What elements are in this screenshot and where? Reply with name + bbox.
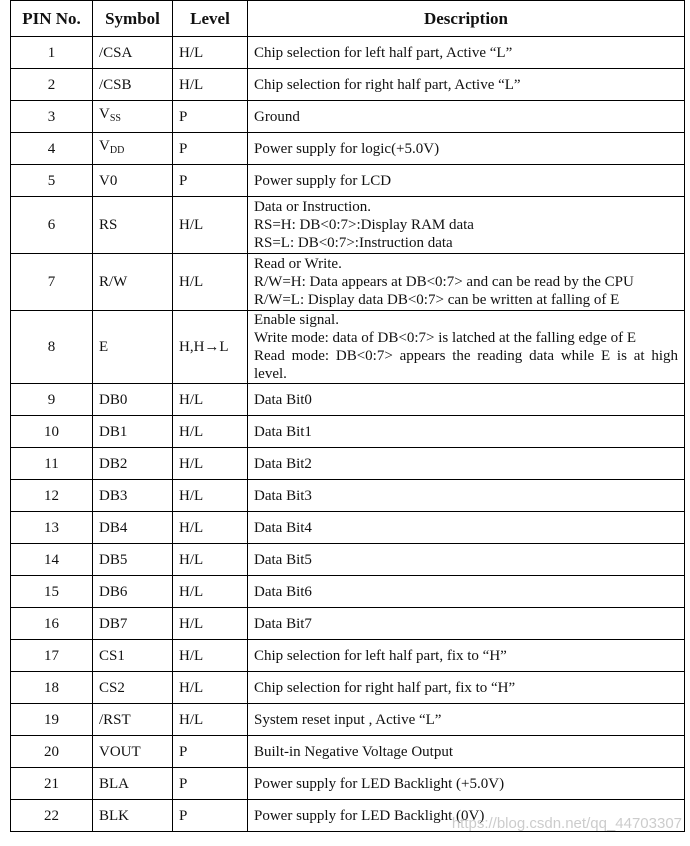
description-line: RS=H: DB<0:7>:Display RAM data: [254, 217, 474, 233]
symbol-cell: [93, 768, 173, 800]
level-cell: H/L: [173, 480, 248, 512]
description-cell: [248, 768, 685, 800]
description-cell: [248, 254, 685, 311]
description-line: Built-in Negative Voltage Output: [254, 743, 454, 760]
description-line: Data Bit0: [254, 391, 312, 408]
description-line: Data Bit3: [254, 487, 312, 504]
description-cell: [248, 640, 685, 672]
symbol-cell: [93, 165, 173, 197]
description-cell: [248, 800, 685, 832]
symbol-cell: [93, 704, 173, 736]
table-row: [11, 416, 685, 448]
level-cell: H/L: [173, 512, 248, 544]
header-level: Level: [173, 1, 248, 37]
symbol-cell: [93, 512, 173, 544]
level-cell: H/L: [173, 544, 248, 576]
pin-number-cell: 14: [11, 544, 93, 576]
table-row: [11, 480, 685, 512]
description-line: Power supply for logic(+5.0V): [254, 140, 440, 157]
table-row: [11, 37, 685, 69]
symbol-text: DB3: [99, 487, 128, 504]
pin-number-cell: 1: [11, 37, 93, 69]
table-row: [11, 165, 685, 197]
description-line: R/W=H: Data appears at DB<0:7> and can be read by the CPU: [254, 274, 634, 290]
symbol-text: R/W: [99, 274, 128, 290]
symbol-text: CS1: [99, 647, 125, 664]
description-line: Enable signal.: [254, 312, 339, 328]
level-cell: H/L: [173, 576, 248, 608]
level-cell: H/L: [173, 704, 248, 736]
table-row: [11, 311, 685, 384]
watermark: https://blog.csdn.net/qq_44703307: [451, 815, 682, 832]
description-line: Read mode: DB<0:7> appears the reading data while E is at high level.: [254, 348, 678, 382]
symbol-text: /CSB: [99, 76, 132, 93]
symbol-cell: [93, 416, 173, 448]
symbol-text: E: [99, 339, 109, 355]
pin-table: [10, 0, 685, 832]
header-symbol: Symbol: [93, 1, 173, 37]
description-line: Data Bit2: [254, 455, 312, 472]
symbol-cell: [93, 608, 173, 640]
description-cell: [248, 384, 685, 416]
symbol-text: BLK: [99, 807, 129, 824]
level-cell: P: [173, 736, 248, 768]
level-cell: H/L: [173, 254, 248, 311]
symbol-cell: [93, 37, 173, 69]
symbol-text: /CSA: [99, 44, 133, 61]
description-line: Chip selection for right half part, Active “L”: [254, 76, 521, 93]
symbol-cell: [93, 480, 173, 512]
symbol-cell: [93, 311, 173, 384]
symbol-text: V: [99, 138, 110, 154]
table-body: [11, 37, 685, 832]
table-row: [11, 800, 685, 832]
symbol-cell: [93, 254, 173, 311]
description-cell: [248, 416, 685, 448]
pin-number-cell: 6: [11, 197, 93, 254]
description-line: Data Bit7: [254, 615, 312, 632]
table-row: [11, 133, 685, 165]
description-line: Power supply for LCD: [254, 172, 392, 189]
symbol-cell: [93, 69, 173, 101]
pin-number-cell: 20: [11, 736, 93, 768]
table-row: [11, 704, 685, 736]
pin-number-cell: 3: [11, 101, 93, 133]
table-row: [11, 672, 685, 704]
symbol-text: DB5: [99, 551, 128, 568]
symbol-text: CS2: [99, 679, 125, 696]
description-cell: [248, 165, 685, 197]
header-row: [11, 1, 685, 37]
level-cell: H/L: [173, 672, 248, 704]
table-row: [11, 640, 685, 672]
pin-number-cell: 21: [11, 768, 93, 800]
description-line: R/W=L: Display data DB<0:7> can be written at falling of E: [254, 292, 620, 308]
table-row: [11, 768, 685, 800]
table-row: [11, 576, 685, 608]
description-line: Chip selection for right half part, fix to “H”: [254, 679, 516, 696]
table-row: [11, 448, 685, 480]
description-line: Power supply for LED Backlight (0V): [254, 807, 485, 824]
description-line: System reset input , Active “L”: [254, 711, 442, 728]
description-line: Chip selection for left half part, fix to “H”: [254, 647, 507, 664]
table-row: [11, 544, 685, 576]
pin-table-wrapper: [10, 0, 684, 832]
pin-number-cell: 7: [11, 254, 93, 311]
description-cell: [248, 512, 685, 544]
table-row: [11, 384, 685, 416]
description-line: Data Bit5: [254, 551, 312, 568]
symbol-cell: [93, 384, 173, 416]
symbol-text: DB0: [99, 391, 128, 408]
table-row: [11, 512, 685, 544]
symbol-text: V: [99, 106, 110, 122]
level-cell: H/L: [173, 448, 248, 480]
pin-number-cell: 17: [11, 640, 93, 672]
description-line: Read or Write.: [254, 256, 342, 272]
description-cell: [248, 133, 685, 165]
description-cell: [248, 101, 685, 133]
pin-number-cell: 13: [11, 512, 93, 544]
level-cell: P: [173, 133, 248, 165]
symbol-text: DB4: [99, 519, 128, 536]
level-cell: H,H→L: [173, 311, 248, 384]
pin-number-cell: 12: [11, 480, 93, 512]
level-cell: H/L: [173, 37, 248, 69]
level-cell: H/L: [173, 416, 248, 448]
pin-number-cell: 18: [11, 672, 93, 704]
table-row: [11, 736, 685, 768]
description-cell: [248, 37, 685, 69]
symbol-text: DB2: [99, 455, 128, 472]
description-cell: [248, 704, 685, 736]
symbol-cell: [93, 448, 173, 480]
pin-number-cell: 19: [11, 704, 93, 736]
description-cell: [248, 544, 685, 576]
description-cell: [248, 672, 685, 704]
symbol-text: DB1: [99, 423, 128, 440]
level-cell: H/L: [173, 197, 248, 254]
level-cell: P: [173, 800, 248, 832]
symbol-cell: [93, 544, 173, 576]
symbol-text: RS: [99, 217, 118, 233]
pin-number-cell: 5: [11, 165, 93, 197]
table-row: [11, 101, 685, 133]
description-cell: [248, 448, 685, 480]
symbol-cell: [93, 800, 173, 832]
description-line: Data or Instruction.: [254, 199, 372, 215]
pin-number-cell: 4: [11, 133, 93, 165]
symbol-text: DB6: [99, 583, 128, 600]
symbol-cell: [93, 672, 173, 704]
description-line: Power supply for LED Backlight (+5.0V): [254, 775, 505, 792]
description-cell: [248, 480, 685, 512]
description-line: Ground: [254, 108, 300, 125]
description-cell: [248, 608, 685, 640]
table-row: [11, 608, 685, 640]
description-line: Data Bit6: [254, 583, 312, 600]
table-row: [11, 69, 685, 101]
symbol-text: VOUT: [99, 743, 141, 760]
level-cell: H/L: [173, 384, 248, 416]
symbol-text: V0: [99, 172, 118, 189]
table-row: [11, 197, 685, 254]
pin-number-cell: 22: [11, 800, 93, 832]
symbol-text: BLA: [99, 775, 129, 792]
pin-number-cell: 8: [11, 311, 93, 384]
symbol-text: /RST: [99, 711, 131, 728]
pin-number-cell: 11: [11, 448, 93, 480]
symbol-cell: [93, 576, 173, 608]
description-cell: [248, 576, 685, 608]
pin-number-cell: 15: [11, 576, 93, 608]
description-cell: [248, 69, 685, 101]
description-line: RS=L: DB<0:7>:Instruction data: [254, 235, 453, 251]
symbol-text: DB7: [99, 615, 128, 632]
symbol-cell: [93, 197, 173, 254]
description-line: Data Bit1: [254, 423, 312, 440]
header-pin: PIN No.: [11, 1, 93, 37]
header-description: Description: [248, 1, 685, 37]
pin-number-cell: 2: [11, 69, 93, 101]
symbol-cell: [93, 736, 173, 768]
level-cell: H/L: [173, 640, 248, 672]
description-line: Write mode: data of DB<0:7> is latched at the falling edge of E: [254, 330, 637, 346]
pin-number-cell: 10: [11, 416, 93, 448]
pin-number-cell: 16: [11, 608, 93, 640]
symbol-cell: [93, 133, 173, 165]
symbol-cell: [93, 640, 173, 672]
description-cell: [248, 311, 685, 384]
level-cell: P: [173, 165, 248, 197]
table-row: [11, 254, 685, 311]
pin-number-cell: 9: [11, 384, 93, 416]
description-cell: [248, 736, 685, 768]
level-cell: P: [173, 768, 248, 800]
symbol-subscript: SS: [109, 113, 121, 124]
description-cell: [248, 197, 685, 254]
description-line: Chip selection for left half part, Active “L”: [254, 44, 513, 61]
level-cell: H/L: [173, 608, 248, 640]
symbol-cell: [93, 101, 173, 133]
symbol-subscript: DD: [109, 145, 125, 156]
level-cell: P: [173, 101, 248, 133]
level-cell: H/L: [173, 69, 248, 101]
description-line: Data Bit4: [254, 519, 312, 536]
